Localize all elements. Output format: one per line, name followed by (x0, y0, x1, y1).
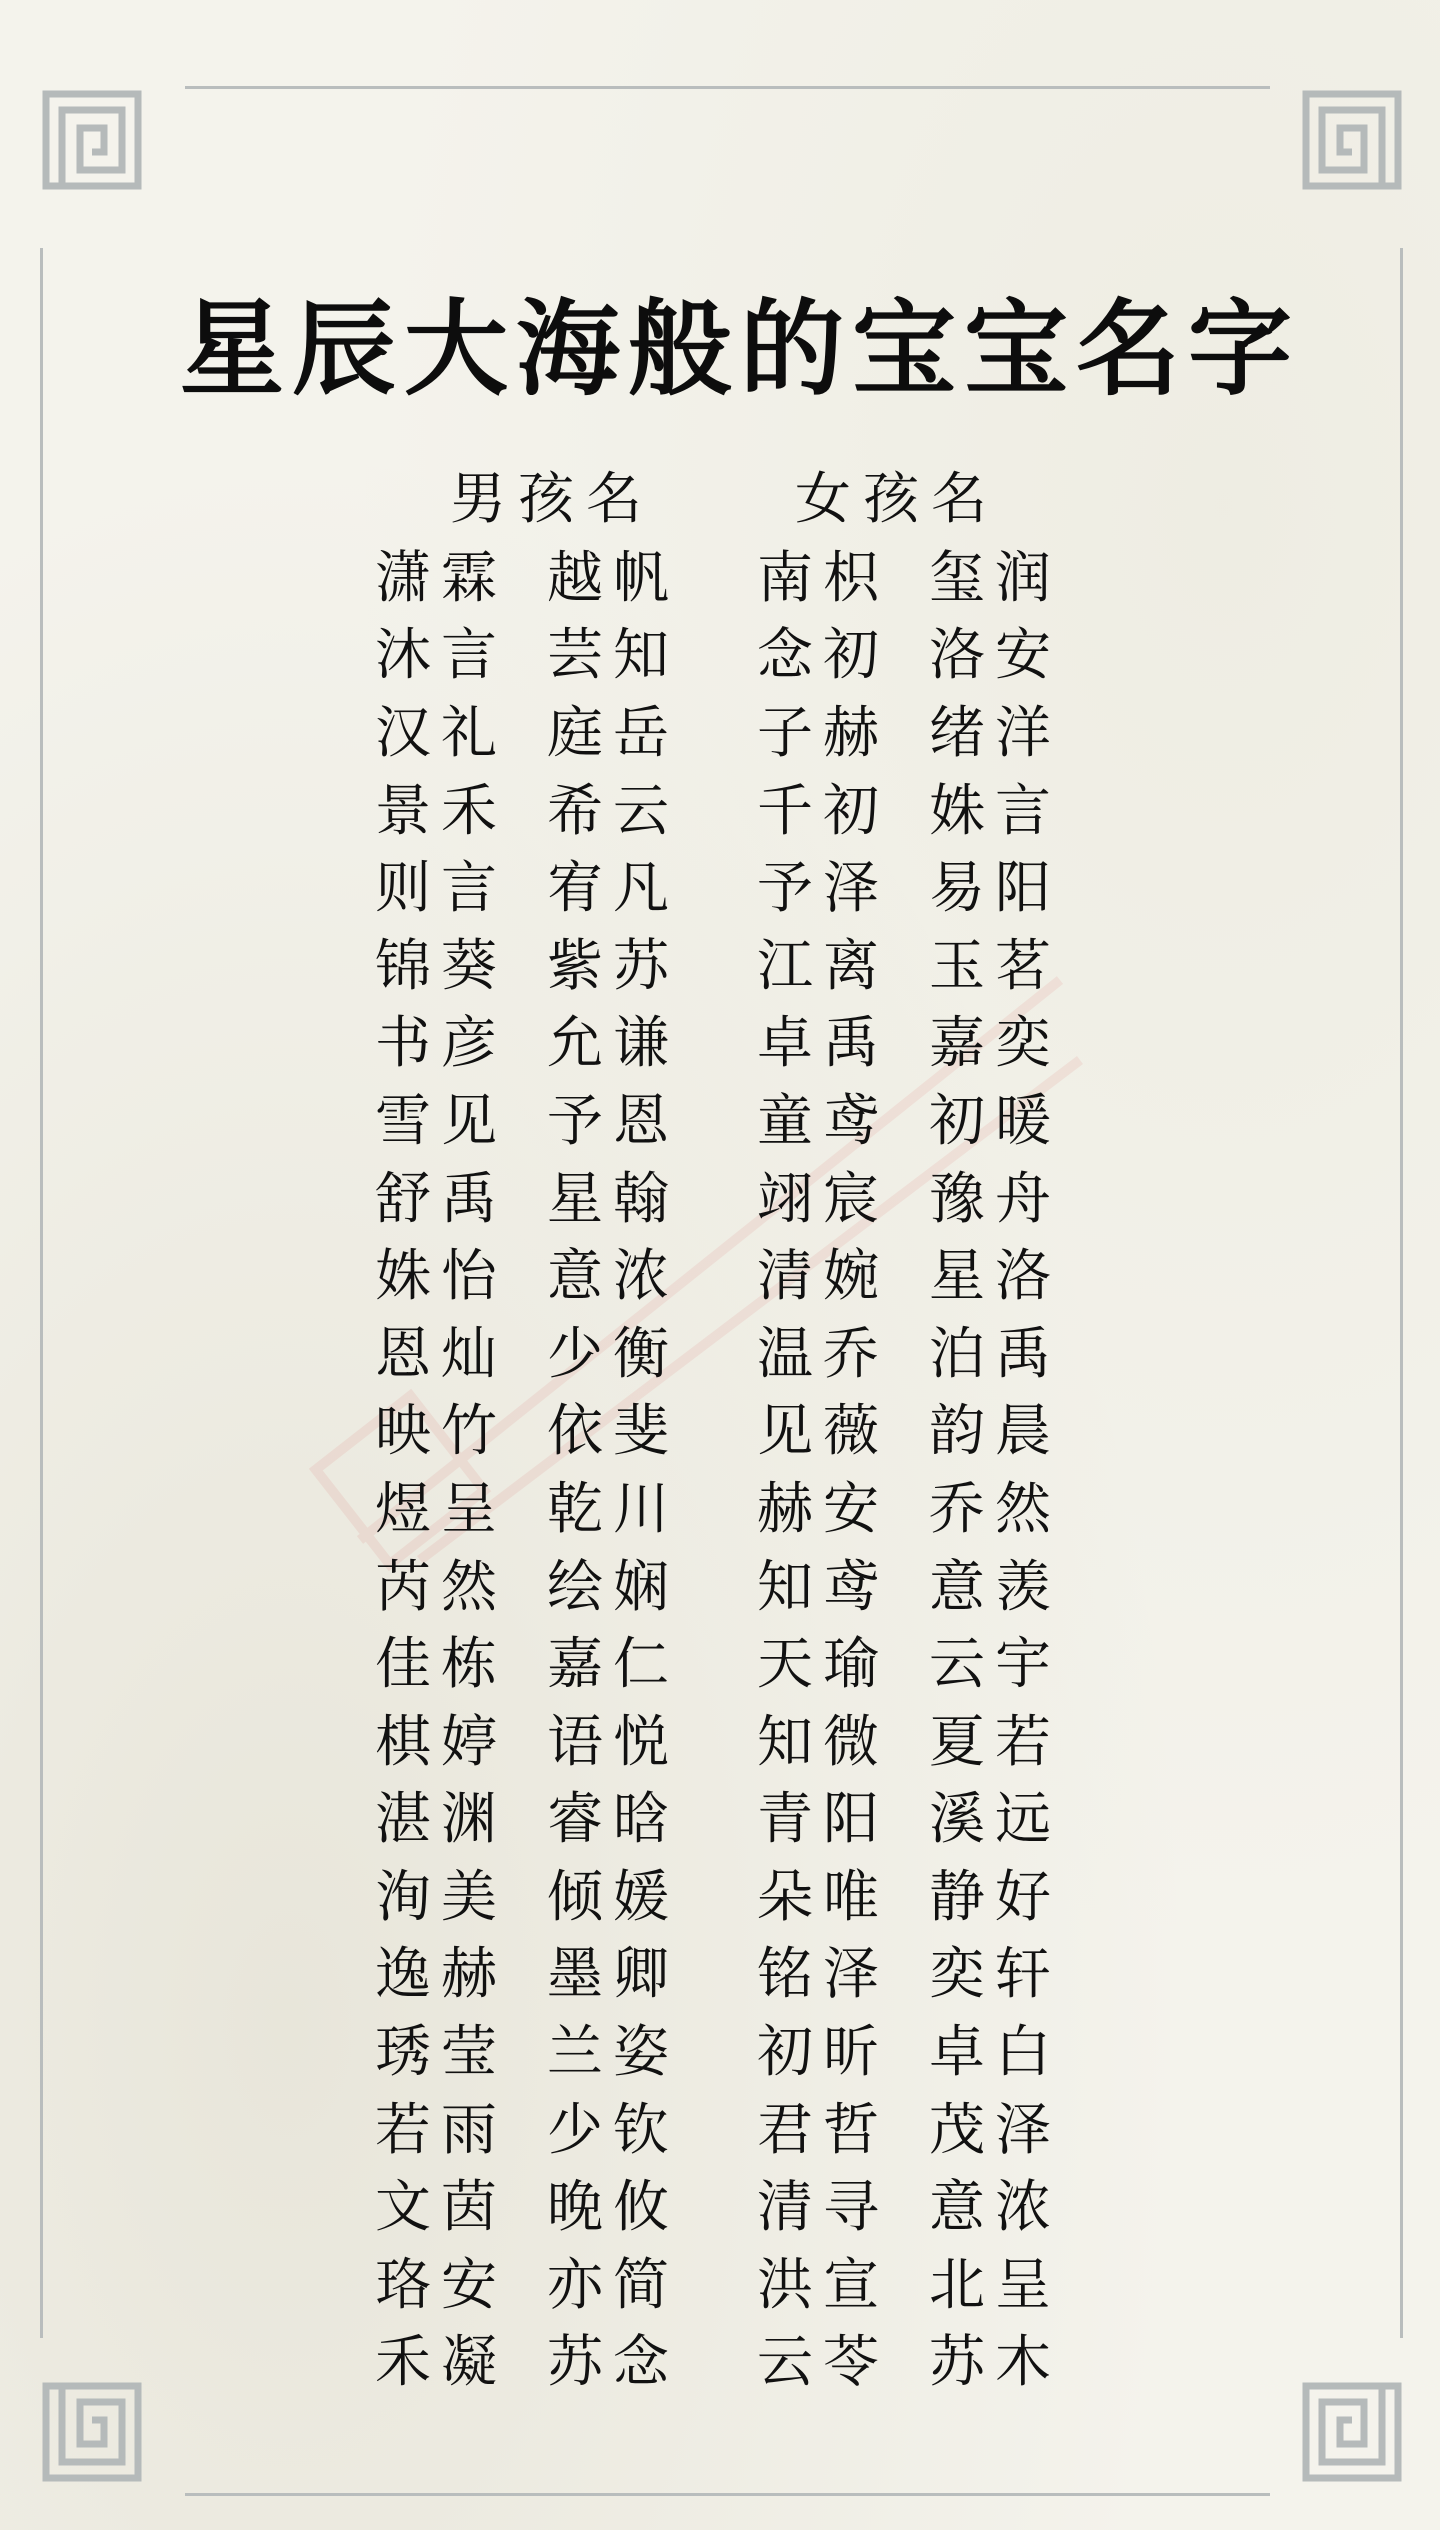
girl-name: 玺润 (929, 545, 1061, 611)
name-row (375, 2009, 1099, 2087)
girl-name: 青阳 (757, 1787, 889, 1853)
girls-column-header: 女孩名 (795, 467, 999, 532)
name-row (375, 845, 1099, 923)
name-row (375, 1078, 1099, 1156)
girl-name: 见薇 (757, 1399, 889, 1465)
girl-name: 温乔 (757, 1321, 889, 1387)
boy-name: 倾媛 (547, 1864, 679, 1930)
name-row (375, 1233, 1099, 1311)
girl-name: 君哲 (757, 2097, 889, 2163)
boy-name: 佳栋 (375, 1632, 507, 1698)
girl-name: 江离 (757, 933, 889, 999)
girl-name: 朵唯 (757, 1864, 889, 1930)
girl-name: 卓禹 (757, 1011, 889, 1077)
corner-ornament-icon (40, 2380, 144, 2484)
name-row (375, 1699, 1099, 1777)
girl-name: 云宇 (929, 1632, 1061, 1698)
boy-name: 芸知 (547, 623, 679, 689)
boy-name: 文茵 (375, 2175, 507, 2241)
girl-name: 夏若 (929, 1709, 1061, 1775)
boy-name: 予恩 (547, 1088, 679, 1154)
boy-name: 墨卿 (547, 1942, 679, 2008)
name-row (375, 1621, 1099, 1699)
girl-name: 千初 (757, 778, 889, 844)
girl-name: 初暖 (929, 1088, 1061, 1154)
girl-name: 洛安 (929, 623, 1061, 689)
girl-name: 星洛 (929, 1244, 1061, 1310)
girl-name: 静好 (929, 1864, 1061, 1930)
frame-bottom-rule (185, 2493, 1270, 2496)
boy-name: 星翰 (547, 1166, 679, 1232)
name-row (375, 2320, 1099, 2398)
boy-name: 雪见 (375, 1088, 507, 1154)
girl-name: 天瑜 (757, 1632, 889, 1698)
name-row (375, 1932, 1099, 2010)
girl-name: 苏木 (929, 2330, 1061, 2396)
name-row (375, 613, 1099, 691)
girl-name: 南枳 (757, 545, 889, 611)
boy-name: 亦简 (547, 2252, 679, 2318)
boy-name: 洵美 (375, 1864, 507, 1930)
boy-name: 映竹 (375, 1399, 507, 1465)
boy-name: 庭岳 (547, 700, 679, 766)
name-row (375, 2242, 1099, 2320)
boy-name: 恩灿 (375, 1321, 507, 1387)
boy-name: 汉礼 (375, 700, 507, 766)
boy-name: 睿晗 (547, 1787, 679, 1853)
frame-left-rule (40, 248, 43, 2338)
girl-name: 铭泽 (757, 1942, 889, 2008)
girl-name: 卓白 (929, 2020, 1061, 2086)
boy-name: 少钦 (547, 2097, 679, 2163)
girl-name: 洪宣 (757, 2252, 889, 2318)
girl-name: 泊禹 (929, 1321, 1061, 1387)
girl-name: 清婉 (757, 1244, 889, 1310)
name-row (375, 2164, 1099, 2242)
boy-name: 语悦 (547, 1709, 679, 1775)
boy-name: 珞安 (375, 2252, 507, 2318)
boy-name: 锦葵 (375, 933, 507, 999)
girl-name: 知微 (757, 1709, 889, 1775)
girl-name: 初昕 (757, 2020, 889, 2086)
name-row (375, 1389, 1099, 1467)
boy-name: 宥凡 (547, 856, 679, 922)
girl-name: 知鸢 (757, 1554, 889, 1620)
girl-name: 玉茗 (929, 933, 1061, 999)
boy-name: 希云 (547, 778, 679, 844)
corner-ornament-icon (40, 88, 144, 192)
boy-name: 晚攸 (547, 2175, 679, 2241)
boy-name: 逸赫 (375, 1942, 507, 2008)
girl-name: 清寻 (757, 2175, 889, 2241)
name-row (375, 535, 1099, 613)
boy-name: 书彦 (375, 1011, 507, 1077)
girl-name: 茂泽 (929, 2097, 1061, 2163)
boy-name: 芮然 (375, 1554, 507, 1620)
girl-name: 韵晨 (929, 1399, 1061, 1465)
girl-name: 豫舟 (929, 1166, 1061, 1232)
boy-name: 琇莹 (375, 2020, 507, 2086)
boy-name: 兰姿 (547, 2020, 679, 2086)
corner-ornament-icon (1300, 2380, 1404, 2484)
girl-name: 意浓 (929, 2175, 1061, 2241)
boy-name: 意浓 (547, 1244, 679, 1310)
boy-name: 越帆 (547, 545, 679, 611)
boy-name: 绘娴 (547, 1554, 679, 1620)
name-row (375, 1466, 1099, 1544)
boy-name: 沐言 (375, 623, 507, 689)
name-row (375, 1854, 1099, 1932)
boys-column-header: 男孩名 (450, 467, 654, 532)
girl-name: 予泽 (757, 856, 889, 922)
names-list (375, 535, 1099, 2397)
name-row (375, 1777, 1099, 1855)
girl-name: 童鸢 (757, 1088, 889, 1154)
boy-name: 依斐 (547, 1399, 679, 1465)
name-row (375, 1001, 1099, 1079)
boy-name: 紫苏 (547, 933, 679, 999)
boy-name: 姝怡 (375, 1244, 507, 1310)
name-row (375, 2087, 1099, 2165)
girl-name: 姝言 (929, 778, 1061, 844)
girl-name: 云苓 (757, 2330, 889, 2396)
boy-name: 若雨 (375, 2097, 507, 2163)
boy-name: 嘉仁 (547, 1632, 679, 1698)
boy-name: 棋婷 (375, 1709, 507, 1775)
boy-name: 潇霖 (375, 545, 507, 611)
boy-name: 舒禹 (375, 1166, 507, 1232)
boy-name: 则言 (375, 856, 507, 922)
boy-name: 允谦 (547, 1011, 679, 1077)
name-row (375, 1544, 1099, 1622)
girl-name: 乔然 (929, 1476, 1061, 1542)
boy-name: 煜呈 (375, 1476, 507, 1542)
girl-name: 子赫 (757, 700, 889, 766)
name-row (375, 923, 1099, 1001)
boy-name: 景禾 (375, 778, 507, 844)
girl-name: 念初 (757, 623, 889, 689)
boy-name: 乾川 (547, 1476, 679, 1542)
name-row (375, 1311, 1099, 1389)
boy-name: 少衡 (547, 1321, 679, 1387)
boy-name: 苏念 (547, 2330, 679, 2396)
girl-name: 意羡 (929, 1554, 1061, 1620)
corner-ornament-icon (1300, 88, 1404, 192)
girl-name: 赫安 (757, 1476, 889, 1542)
boy-name: 湛渊 (375, 1787, 507, 1853)
frame-right-rule (1400, 248, 1403, 2338)
page-title: 星辰大海般的宝宝名字 (180, 287, 1301, 410)
girl-name: 易阳 (929, 856, 1061, 922)
girl-name: 北呈 (929, 2252, 1061, 2318)
girl-name: 奕轩 (929, 1942, 1061, 2008)
girl-name: 嘉奕 (929, 1011, 1061, 1077)
girl-name: 绪洋 (929, 700, 1061, 766)
girl-name: 翊宸 (757, 1166, 889, 1232)
name-row (375, 1156, 1099, 1234)
boy-name: 禾凝 (375, 2330, 507, 2396)
frame-top-rule (185, 86, 1270, 89)
name-row (375, 768, 1099, 846)
girl-name: 溪远 (929, 1787, 1061, 1853)
name-row (375, 690, 1099, 768)
